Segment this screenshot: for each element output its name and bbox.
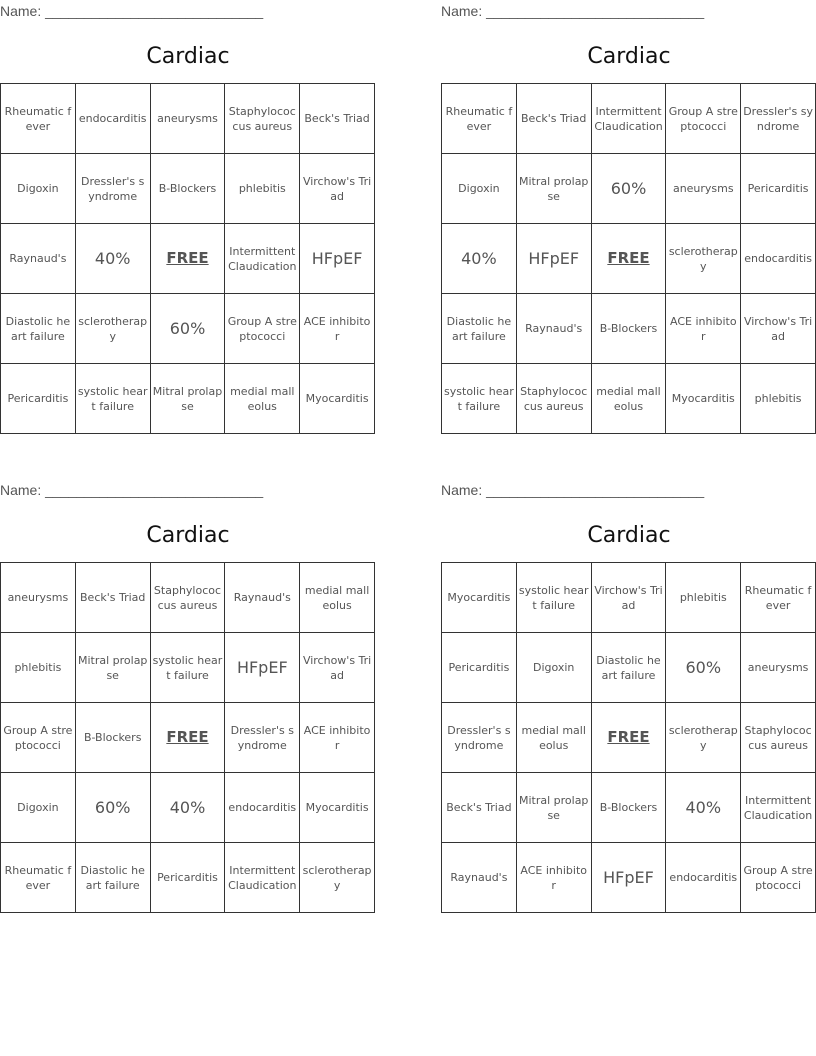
bingo-cell: Mitral prolapse: [516, 773, 591, 843]
bingo-cell: 60%: [591, 154, 666, 224]
bingo-card-2: [441, 0, 816, 434]
bingo-cell: 40%: [75, 224, 150, 294]
bingo-cell: Myocarditis: [442, 563, 517, 633]
bingo-cell: ACE inhibitor: [516, 843, 591, 913]
bingo-row: [1, 154, 375, 224]
bingo-cell: HFpEF: [591, 843, 666, 913]
bingo-cell: B-Blockers: [75, 703, 150, 773]
bingo-cell: Group A streptococci: [741, 843, 816, 913]
bingo-cell: Beck's Triad: [75, 563, 150, 633]
bingo-cell: ACE inhibitor: [666, 294, 741, 364]
bingo-cell: 60%: [75, 773, 150, 843]
bingo-cell: systolic heart failure: [75, 364, 150, 434]
bingo-cell: ACE inhibitor: [300, 294, 375, 364]
free-space-cell: FREE: [591, 703, 666, 773]
bingo-cell: ACE inhibitor: [300, 703, 375, 773]
bingo-grid: [0, 83, 375, 434]
bingo-cell: Digoxin: [442, 154, 517, 224]
bingo-row: [1, 633, 375, 703]
bingo-cell: Pericarditis: [741, 154, 816, 224]
bingo-card-1: [0, 0, 376, 434]
bingo-cell: systolic heart failure: [516, 563, 591, 633]
bingo-cell: Intermittent Claudication: [225, 843, 300, 913]
bingo-cell: sclerotherapy: [75, 294, 150, 364]
bingo-cell: aneurysms: [150, 84, 225, 154]
bingo-cell: Dressler's syndrome: [741, 84, 816, 154]
bingo-card-4: [441, 479, 816, 913]
bingo-cell: Rheumatic fever: [1, 843, 76, 913]
bingo-cell: Dressler's syndrome: [442, 703, 517, 773]
bingo-cell: Staphylococcus aureus: [150, 563, 225, 633]
bingo-row: [442, 84, 816, 154]
bingo-cell: Intermittent Claudication: [741, 773, 816, 843]
bingo-cell: Group A streptococci: [1, 703, 76, 773]
bingo-cell: Rheumatic fever: [741, 563, 816, 633]
bingo-cell: Diastolic heart failure: [1, 294, 76, 364]
bingo-cell: medial malleolus: [591, 364, 666, 434]
free-space-cell: FREE: [591, 224, 666, 294]
bingo-cell: Raynaud's: [1, 224, 76, 294]
bingo-cell: Myocarditis: [666, 364, 741, 434]
bingo-row: [442, 154, 816, 224]
bingo-cell: systolic heart failure: [150, 633, 225, 703]
bingo-cell: Virchow's Triad: [741, 294, 816, 364]
bingo-cell: Staphylococcus aureus: [225, 84, 300, 154]
bingo-cell: Group A streptococci: [666, 84, 741, 154]
bingo-row: [442, 563, 816, 633]
bingo-cell: medial malleolus: [300, 563, 375, 633]
bingo-row: [442, 224, 816, 294]
bingo-row: [1, 224, 375, 294]
bingo-cell: Rheumatic fever: [1, 84, 76, 154]
bingo-cell: medial malleolus: [516, 703, 591, 773]
bingo-row: [442, 633, 816, 703]
bingo-cell: phlebitis: [741, 364, 816, 434]
card-title: Cardiac: [146, 523, 230, 548]
bingo-cell: Virchow's Triad: [300, 154, 375, 224]
bingo-cell: sclerotherapy: [300, 843, 375, 913]
bingo-cell: medial malleolus: [225, 364, 300, 434]
card-title: Cardiac: [587, 44, 671, 69]
bingo-row: [1, 843, 375, 913]
bingo-card-3: [0, 479, 376, 913]
bingo-cell: Diastolic heart failure: [591, 633, 666, 703]
bingo-grid: [0, 562, 375, 913]
bingo-cell: Digoxin: [516, 633, 591, 703]
name-line: Name: ____________________________: [441, 3, 705, 19]
bingo-row: [442, 364, 816, 434]
bingo-cell: systolic heart failure: [442, 364, 517, 434]
bingo-cell: Dressler's syndrome: [75, 154, 150, 224]
bingo-row: [442, 294, 816, 364]
bingo-cell: Mitral prolapse: [150, 364, 225, 434]
bingo-cell: Diastolic heart failure: [75, 843, 150, 913]
bingo-cell: phlebitis: [666, 563, 741, 633]
bingo-cell: HFpEF: [516, 224, 591, 294]
bingo-cell: Beck's Triad: [300, 84, 375, 154]
bingo-cell: sclerotherapy: [666, 224, 741, 294]
bingo-row: [442, 773, 816, 843]
bingo-grid: [441, 83, 816, 434]
bingo-cell: Digoxin: [1, 773, 76, 843]
bingo-cell: 60%: [666, 633, 741, 703]
bingo-cell: Raynaud's: [225, 563, 300, 633]
bingo-cell: endocarditis: [225, 773, 300, 843]
bingo-row: [1, 703, 375, 773]
bingo-cell: 40%: [666, 773, 741, 843]
bingo-cell: aneurysms: [741, 633, 816, 703]
bingo-row: [1, 364, 375, 434]
bingo-cell: endocarditis: [75, 84, 150, 154]
bingo-cell: Group A streptococci: [225, 294, 300, 364]
bingo-cell: Virchow's Triad: [300, 633, 375, 703]
bingo-cell: Beck's Triad: [516, 84, 591, 154]
bingo-cell: Raynaud's: [442, 843, 517, 913]
bingo-cell: Staphylococcus aureus: [741, 703, 816, 773]
name-line: Name: ____________________________: [0, 482, 264, 498]
bingo-cell: aneurysms: [1, 563, 76, 633]
bingo-cell: 40%: [442, 224, 517, 294]
bingo-cell: endocarditis: [666, 843, 741, 913]
bingo-cell: endocarditis: [741, 224, 816, 294]
free-space-cell: FREE: [150, 703, 225, 773]
name-line: Name: ____________________________: [0, 3, 264, 19]
bingo-cell: HFpEF: [300, 224, 375, 294]
bingo-grid: [441, 562, 816, 913]
bingo-cell: sclerotherapy: [666, 703, 741, 773]
bingo-cell: Pericarditis: [150, 843, 225, 913]
card-title: Cardiac: [146, 44, 230, 69]
bingo-cell: Raynaud's: [516, 294, 591, 364]
bingo-cell: Digoxin: [1, 154, 76, 224]
bingo-row: [1, 563, 375, 633]
bingo-cell: Mitral prolapse: [516, 154, 591, 224]
bingo-cell: Intermittent Claudication: [225, 224, 300, 294]
bingo-cell: phlebitis: [1, 633, 76, 703]
name-line: Name: ____________________________: [441, 482, 705, 498]
bingo-cell: B-Blockers: [591, 294, 666, 364]
bingo-cell: B-Blockers: [591, 773, 666, 843]
bingo-cell: Intermittent Claudication: [591, 84, 666, 154]
bingo-cell: 60%: [150, 294, 225, 364]
bingo-cell: Pericarditis: [442, 633, 517, 703]
bingo-cell: Rheumatic fever: [442, 84, 517, 154]
card-title: Cardiac: [587, 523, 671, 548]
bingo-cell: Dressler's syndrome: [225, 703, 300, 773]
bingo-cell: phlebitis: [225, 154, 300, 224]
bingo-cell: Beck's Triad: [442, 773, 517, 843]
bingo-cell: Myocarditis: [300, 364, 375, 434]
bingo-cell: Staphylococcus aureus: [516, 364, 591, 434]
bingo-row: [1, 294, 375, 364]
bingo-row: [442, 703, 816, 773]
free-space-cell: FREE: [150, 224, 225, 294]
bingo-cell: HFpEF: [225, 633, 300, 703]
bingo-cell: Diastolic heart failure: [442, 294, 517, 364]
bingo-row: [1, 84, 375, 154]
bingo-cell: Mitral prolapse: [75, 633, 150, 703]
bingo-row: [1, 773, 375, 843]
bingo-cell: Virchow's Triad: [591, 563, 666, 633]
bingo-cell: 40%: [150, 773, 225, 843]
bingo-row: [442, 843, 816, 913]
bingo-cell: Pericarditis: [1, 364, 76, 434]
bingo-cell: Myocarditis: [300, 773, 375, 843]
bingo-cell: aneurysms: [666, 154, 741, 224]
bingo-cell: B-Blockers: [150, 154, 225, 224]
